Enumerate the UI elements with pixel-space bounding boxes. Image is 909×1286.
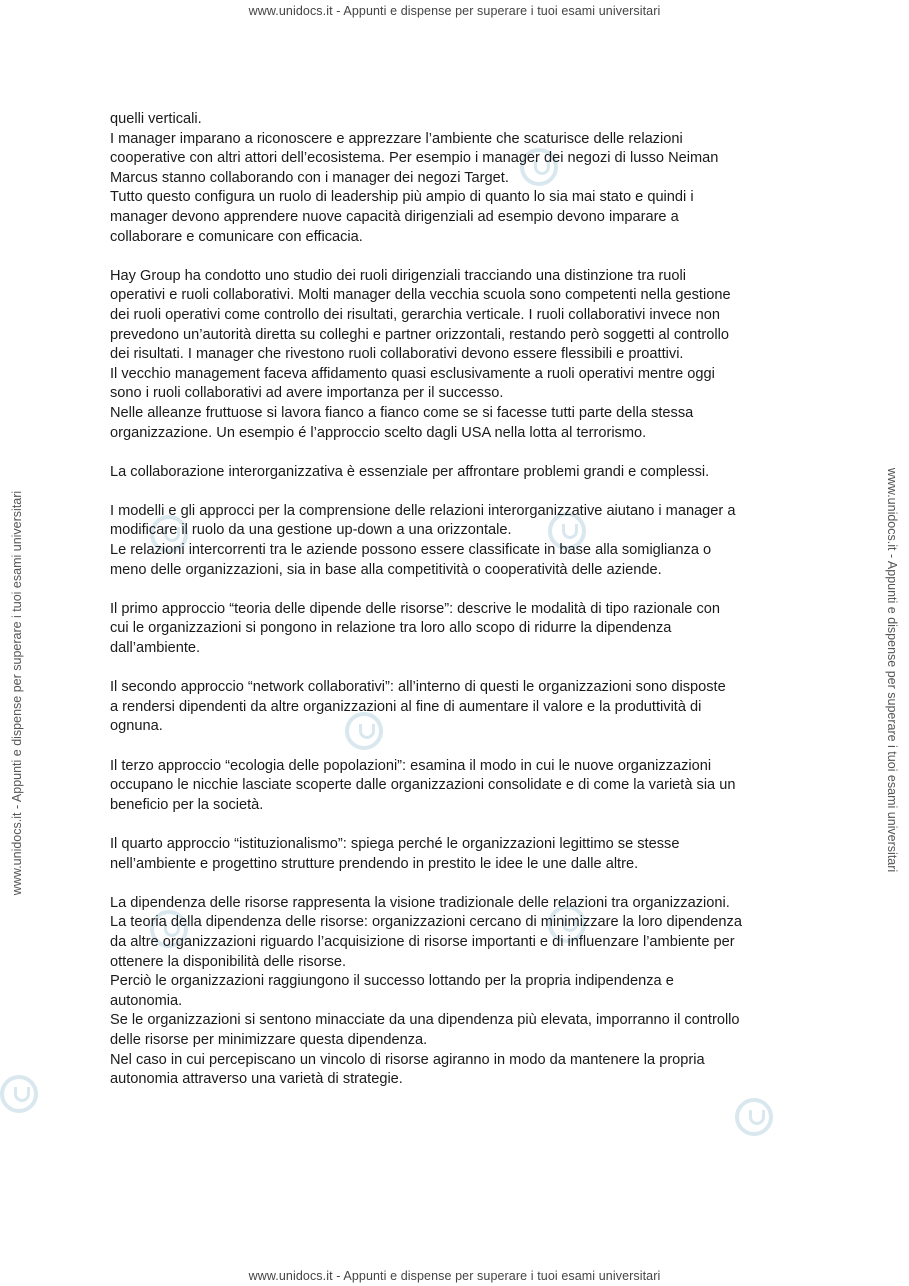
text-line: autonomia. (110, 992, 183, 1009)
text-line: quelli verticali. (110, 111, 202, 127)
paragraph (110, 463, 830, 483)
text-line: Perciò le organizzazioni raggiungono il successo lottando per la propria indipendenza e (110, 973, 674, 990)
text-line: modificare il ruolo da una gestione up-down a una orizzontale. (110, 522, 512, 539)
text-line: manager devono apprendere nuove capacità dirigenziali ad esempio devono imparare a (110, 208, 679, 225)
text-line: Il terzo approccio “ecologia delle popolazioni”: esamina il modo in cui le nuove organizzazioni (110, 757, 712, 774)
text-line: La dipendenza delle risorse rappresenta la visione tradizionale delle relazioni tra organizzazioni. (110, 894, 730, 911)
text-line: I manager imparano a riconoscere e apprezzare l’ambiente che scaturisce delle relazioni (110, 130, 683, 147)
text-line: organizzazione. Un esempio é l’approccio scelto dagli USA nella lotta al terrorismo. (110, 424, 647, 441)
text-line: Hay Group ha condotto uno studio dei ruoli dirigenziali tracciando una distinzione tra ruoli (110, 267, 686, 284)
paragraph (110, 757, 830, 816)
text-line: Il primo approccio “teoria delle dipende delle risorse”: descrive le modalità di tipo razionale con (110, 600, 721, 617)
text-line: sono i ruoli collaborativi ad avere importanza per il successo. (110, 385, 504, 402)
text-line: occupano le nicchie lasciate scoperte dalle organizzazioni consolidate e di come la varietà sia un (110, 777, 736, 794)
right-side-watermark: www.unidocs.it - Appunti e dispense per superare i tuoi esami universitari (885, 467, 899, 873)
text-line: La collaborazione interorganizzativa è essenziale per affrontare problemi grandi e complessi. (110, 463, 710, 480)
text-line: Nelle alleanze fruttuose si lavora fianco a fianco come se si facesse tutti parte della stessa (110, 404, 694, 421)
text-line: ognuna. (110, 718, 163, 735)
paragraph (110, 835, 830, 874)
page-footer-watermark[interactable]: www.unidocs.it - Appunti e dispense per superare i tuoi esami universitari (248, 1269, 661, 1283)
text-line: a rendersi dipendenti da altre organizzazioni al fine di aumentare il valore e la produttività di (110, 698, 702, 715)
text-line: collaborare e comunicare con efficacia. (110, 228, 363, 245)
page-header-watermark[interactable]: www.unidocs.it - Appunti e dispense per superare i tuoi esami universitari (248, 4, 661, 18)
paragraph (110, 600, 830, 659)
text-line: Le relazioni intercorrenti tra le aziende possono essere classificate in base alla somiglianza o (110, 542, 712, 559)
paragraph (110, 267, 830, 443)
text-line: Marcus stanno collaborando con i manager dei negozi Target. (110, 169, 509, 186)
text-line: da altre organizzazioni riguardo l’acquisizione di risorse importanti e di influenzare l’ambiente per (110, 933, 735, 950)
text-line: Il secondo approccio “network collaborativi”: all’interno di questi le organizzazioni sono disposte (110, 679, 726, 696)
text-line: Il vecchio management faceva affidamento quasi esclusivamente a ruoli operativi mentre oggi (110, 365, 715, 382)
text-line: operativi e ruoli collaborativi. Molti manager della vecchia scuola sono competenti nella gestione (110, 287, 731, 304)
paragraph (110, 678, 830, 737)
text-line: prevedono un’autorità diretta su colleghi e partner orizzontali, restando però soggetti al controllo (110, 326, 729, 343)
text-line: Il quarto approccio “istituzionalismo”: spiega perché le organizzazioni legittimo se stesse (110, 835, 680, 852)
text-line: La teoria della dipendenza delle risorse: organizzazioni cercano di minimizzare la loro dipendenza (110, 914, 742, 931)
text-line: beneficio per la società. (110, 796, 264, 813)
text-line: Nel caso in cui percepiscano un vincolo di risorse agiranno in modo da mantenere la propria (110, 1051, 705, 1068)
paragraph (110, 502, 830, 580)
text-line: Tutto questo configura un ruolo di leadership più ampio di quanto lo sia mai stato e quindi i (110, 189, 694, 206)
text-line: cooperative con altri attori dell’ecosistema. Per esempio i manager dei negozi di lusso Neiman (110, 150, 719, 167)
paragraph (110, 894, 830, 1090)
text-line: dei ruoli operativi come controllo dei risultati, gerarchia verticale. I ruoli collaborativi invece non (110, 306, 720, 323)
text-line: cui le organizzazioni si pongono in relazione tra loro allo scopo di ridurre la dipendenza (110, 620, 672, 637)
text-line: autonomia attraverso una varietà di strategie. (110, 1071, 403, 1088)
text-line: delle risorse per minimizzare questa dipendenza. (110, 1031, 428, 1048)
text-line: dei risultati. I manager che rivestono ruoli collaborativi devono essere flessibili e proattivi. (110, 346, 684, 363)
text-line: ottenere la disponibilità delle risorse. (110, 953, 347, 970)
text-line: meno delle organizzazioni, sia in base alla competitività o cooperatività delle aziende. (110, 561, 662, 578)
paragraph (110, 110, 830, 247)
text-line: I modelli e gli approcci per la comprensione delle relazioni interorganizzative aiutano i manager a (110, 502, 736, 519)
document-body (110, 110, 830, 1109)
text-line: Se le organizzazioni si sentono minacciate da una dipendenza più elevata, imporranno il controllo (110, 1012, 740, 1029)
left-side-watermark: www.unidocs.it - Appunti e dispense per superare i tuoi esami universitari (10, 490, 24, 896)
text-line: dall’ambiente. (110, 640, 201, 657)
text-line: nell’ambiente e progettino strutture prendendo in prestito le idee le une dalle altre. (110, 855, 639, 872)
